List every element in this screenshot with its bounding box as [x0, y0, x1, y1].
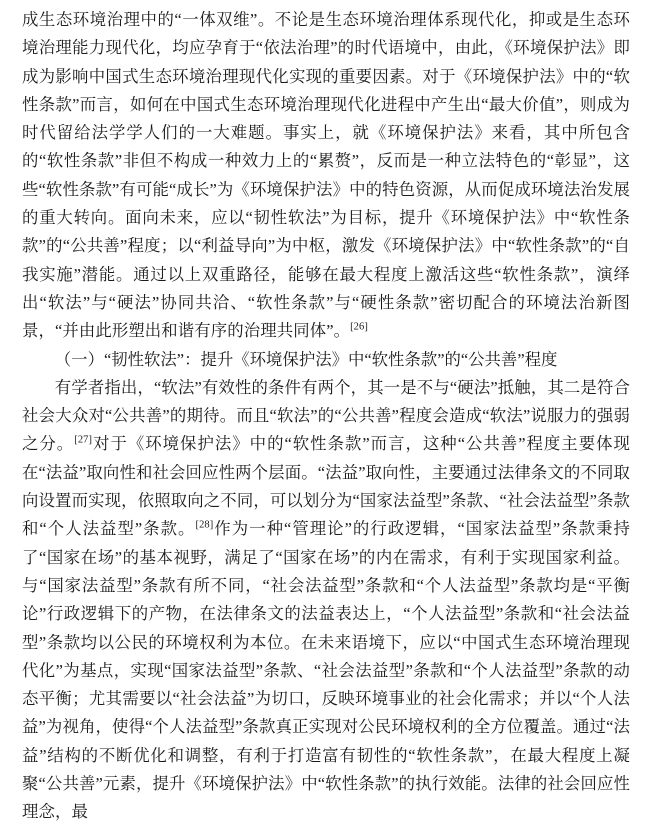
- paragraph-body-1: [22, 374, 630, 827]
- paragraph-text: 成生态环境治理中的“一体双维”。不论是生态环境治理体系现代化，抑或是生态环境治理能力现代化，均应孕育于“依法治理”的时代语境中，由此，《环境保护法》即成为影响中国式生态环境治理现代化实现的重要因素。对于《环境保护法》中的“软性条款”而言，如何在中国式生态环境治理现代化进程中产生出“最大价值”，则成为时代留给法学学人们的一大难题。事实上，就《环境保护法》来看，其中所包含的“软性条款”非但不构成一种效力上的“累赘”，反而是一种立法特色的“彰显”，这些“软性条款”有可能“成长”为《环境保护法》中的特色资源，从而促成环境法治发展的重大转向。面向未来，应以“韧性软法”为目标，提升《环境保护法》中“软性条款”的“公共善”程度；以“利益导向”为中枢，激发《环境保护法》中“软性条款”的“自我实施”潜能。通过以上双重路径，能够在最大程度上激活这些“软性条款”，演绎出“软法”与“硬法”协同共洽、“软性条款”与“硬性条款”密切配合的环境法治新图景，“并由此形塑出和谐有序的治理共同体”。: [22, 10, 630, 341]
- section-heading-text: （一）“韧性软法”：提升《环境保护法》中“软性条款”的“公共善”程度: [54, 349, 558, 369]
- footnote-marker: [27]: [74, 434, 93, 446]
- paragraph-continued: [22, 6, 630, 346]
- paragraph-text-part-1: 有学者指出，“软法”有效性的条件有两个，其一是不与“硬法”抵触，其二是符合社会大众对“公共善”的期待。而且“软法”的“公共善”程度会造成“软法”说服力的强弱之分。: [22, 377, 630, 454]
- footnote-marker: [28]: [195, 519, 214, 531]
- paragraph-text-part-2: 对于《环境保护法》中的“软性条款”而言，这种“公共善”程度主要体现在“法益”取向性和社会回应性两个层面。“法益”取向性，主要通过法律条文的不同取向设置而实现，依照取向之不同，可以划分为“国家法益型”条款、“社会法益型”条款和“个人法益型”条款。: [22, 434, 630, 539]
- section-heading: [22, 346, 630, 374]
- footnote-marker: [26]: [350, 321, 368, 333]
- paragraph-text-part-3: 作为一种“管理论”的行政逻辑，“国家法益型”条款秉持了“国家在场”的基本视野，满足了“国家在场”的内在需求，有利于实现国家利益。与“国家法益型”条款有所不同，“社会法益型”条款和“个人法益型”条款均是“平衡论”行政逻辑下的产物，在法律条文的法益表达上，“个人法益型”条款和“社会法益型”条款均以公民的环境权利为本位。在未来语境下，应以“中国式生态环境治理现代化”为基点，实现“国家法益型”条款、“社会法益型”条款和“个人法益型”条款的动态平衡；尤其需要以“社会法益”为切口，反映环境事业的社会化需求；并以“个人法益”为视角，使得“个人法益型”条款真正实现对公民环境权利的全方位覆盖。通过“法益”结构的不断优化和调整，有利于打造富有韧性的“软性条款”，在最大程度上凝聚“公共善”元素，提升《环境保护法》中“软性条款”的执行效能。法律的社会回应性理念，最: [22, 519, 630, 822]
